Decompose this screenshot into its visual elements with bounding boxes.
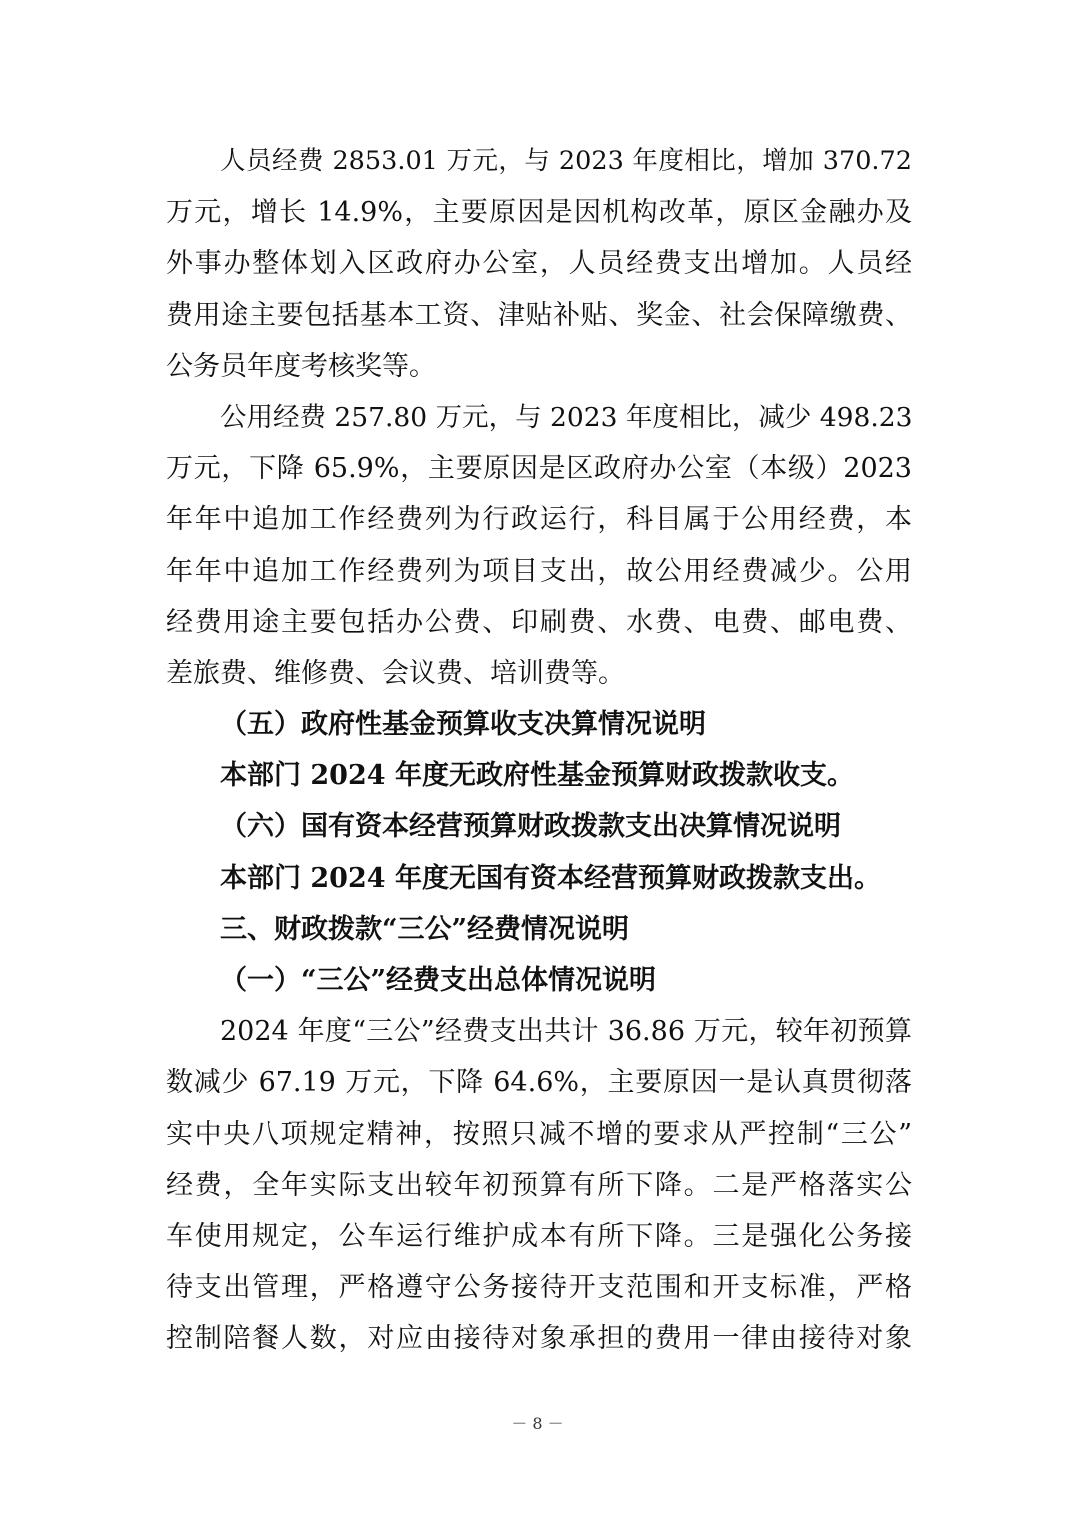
heading-section-5: （五）政府性基金预算收支决算情况说明: [220, 709, 706, 741]
paragraph-public-line-6: 差旅费、维修费、会议费、培训费等。: [166, 657, 625, 689]
paragraph-public-line-1: 公用经费 257.80 万元，与 2023 年度相比，减少 498.23: [220, 401, 913, 433]
paragraph-three-public-line-1: 2024 年度“三公”经费支出共计 36.86 万元，较年初预算: [220, 1016, 912, 1048]
paragraph-three-public-line-2: 数减少 67.19 万元，下降 64.6%，主要原因一是认真贯彻落: [166, 1067, 912, 1099]
paragraph-personnel-line-4: 费用途主要包括基本工资、津贴补贴、奖金、社会保障缴费、: [166, 299, 912, 331]
paragraph-personnel-line-3: 外事办整体划入区政府办公室，人员经费支出增加。人员经: [166, 248, 912, 280]
paragraph-public-line-2: 万元，下降 65.9%，主要原因是区政府办公室（本级）2023: [166, 453, 912, 485]
paragraph-three-public-line-7: 控制陪餐人数，对应由接待对象承担的费用一律由接待对象: [166, 1323, 912, 1355]
paragraph-three-public-line-3: 实中央八项规定精神，按照只减不增的要求从严控制“三公”: [166, 1118, 912, 1150]
paragraph-public-line-5: 经费用途主要包括办公费、印刷费、水费、电费、邮电费、: [166, 606, 912, 638]
paragraph-three-public-line-6: 待支出管理，严格遵守公务接待开支范围和开支标准，严格: [166, 1272, 912, 1304]
paragraph-personnel-line-2: 万元，增长 14.9%，主要原因是因机构改革，原区金融办及: [166, 197, 912, 229]
heading-subsection-1: （一）“三公”经费支出总体情况说明: [220, 965, 657, 996]
paragraph-three-public-line-5: 车使用规定，公车运行维护成本有所下降。三是强化公务接: [166, 1220, 912, 1252]
paragraph-personnel-line-5: 公务员年度考核奖等。: [166, 350, 436, 382]
statement-section-6: 本部门 2024 年度无国有资本经营预算财政拨款支出。: [220, 862, 881, 894]
paragraph-public-line-3: 年年中追加工作经费列为行政运行，科目属于公用经费，本: [166, 504, 912, 536]
paragraph-public-line-4: 年年中追加工作经费列为项目支出，故公用经费减少。公用: [166, 555, 912, 587]
heading-part-3: 三、财政拨款“三公”经费情况说明: [220, 913, 630, 945]
paragraph-personnel-line-1: 人员经费 2853.01 万元，与 2023 年度相比，增加 370.72: [220, 146, 912, 176]
paragraph-three-public-line-4: 经费，全年实际支出较年初预算有所下降。二是严格落实公: [166, 1169, 912, 1201]
document-body: [166, 136, 912, 1365]
heading-section-6: （六）国有资本经营预算财政拨款支出决算情况说明: [220, 811, 841, 843]
statement-section-5: 本部门 2024 年度无政府性基金预算财政拨款收支。: [220, 760, 854, 792]
page-number: － 8 －: [511, 1414, 564, 1433]
